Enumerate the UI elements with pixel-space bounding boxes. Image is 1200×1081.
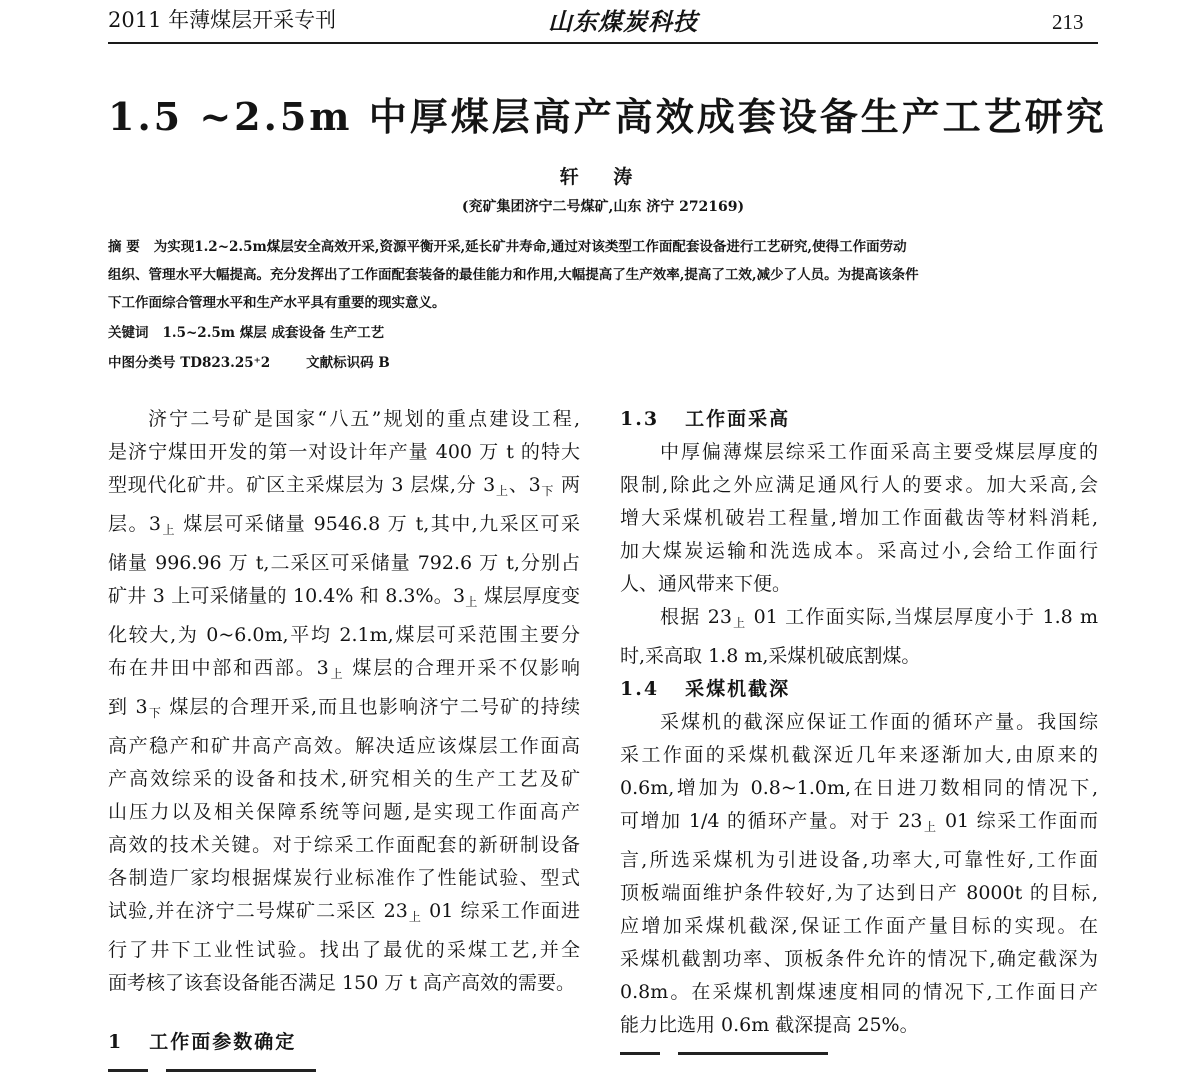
text-line: 中厚偏薄煤层综采工作面采高主要受煤层厚度的 [660,441,1098,463]
keywords [108,320,1098,346]
doc-code-label: 文献标识码 [306,355,374,371]
text-segment: 、3 [508,474,541,496]
text-line: 0.8m。在采煤机割煤速度相同的情况下,工作面日产 [620,981,1098,1003]
text-segment: 型现代化矿井。矿区主采煤层为 3 层煤,分 3 [108,474,496,496]
paragraph-mining-height [620,436,1098,601]
keywords-label: 关键词 [108,325,149,341]
seam-subscript: 上 [407,910,423,924]
journal-name-logo: 山东煤炭科技 [548,7,698,36]
text-line: 能力比选用 0.6m 截深提高 25%。 [620,1014,919,1036]
seam-subscript: 上 [465,595,478,609]
page-number: 213 [1052,10,1084,34]
paragraph-23-01-face [620,601,1098,673]
text-segment: 煤层的合理开采,而且也影响济宁二号矿的持续 [162,696,580,718]
text-line: 限制,除此之外应满足通风行人的要求。加大采高,会 [620,474,1098,496]
text-line: 增大采煤机破岩工程量,增加工作面截齿等材料消耗, [620,507,1098,529]
section-heading-1: 1 工作面参数确定 [108,1031,297,1053]
header-rule [108,42,1098,44]
classification [108,350,1098,376]
text-segment: 可增加 1/4 的循环产量。对于 23 [620,810,923,832]
author: 轩 涛 [559,166,647,188]
text-segment: 煤层的合理开采不仅影响 [344,657,580,679]
seam-subscript: 上 [731,616,747,630]
cut-off-heading [108,1069,580,1081]
text-segment: 01 综采工作面而 [937,810,1098,832]
text-line: 人、通风带来下便。 [620,573,792,595]
text-line [108,895,580,934]
text-line [108,691,580,730]
abstract-line: 摘 要 为实现1.2~2.5m煤层安全高效开采,资源平衡开采,延长矿井寿命,通过对该类型工作面配套设备进行工艺研究,使得工作面劳动 [108,239,907,255]
paragraph-cutting-depth [620,706,1098,1042]
right-column [620,403,1098,1064]
text-line: 各制造厂家均根据煤炭行业标准作了性能试验、型式 [108,867,580,889]
text-line: 高效的技术关键。对于综采工作面配套的新研制设备 [108,834,580,856]
text-line: 时,采高取 1.8 m,采煤机破底割煤。 [620,645,921,667]
abstract-line: 下工作面综合管理水平和生产水平具有重要的现实意义。 [108,295,446,311]
text-segment: 01 综采工作面进 [422,900,580,922]
text-line: 行了井下工业性试验。找出了最优的采煤工艺,并全 [108,939,580,961]
seam-subscript: 上 [328,667,345,681]
text-line: 采煤机截割功率、顶板条件允许的情况下,确定截深为 [620,948,1098,970]
text-line [108,508,580,547]
seam-subscript: 下 [540,484,555,498]
text-line [108,652,580,691]
left-column [108,403,580,1081]
text-line: 加大煤炭运输和洗选成本。采高过小,会给工作面行 [620,540,1098,562]
text-segment: 层。3 [108,513,162,535]
text-line: 0.6m,增加为 0.8~1.0m,在日进刀数相同的情况下, [620,777,1098,799]
text-segment: 煤层厚度变 [477,585,580,607]
seam-subscript: 下 [147,706,163,720]
text-line: 应增加采煤机截深,保证工作面产量目标的实现。在 [620,915,1098,937]
text-segment: 两 [554,474,580,496]
classification-label: 中图分类号 [108,355,176,371]
abstract-line: 组织、管理水平大幅提高。充分发挥出了工作面配套装备的最佳能力和作用,大幅提高了生产效率,提高了工效,减少了人员。为提高该条件 [108,267,919,283]
text-line: 言,所选采煤机为引进设备,功率大,可靠性好,工作面 [620,849,1098,871]
text-line: 储量 996.96 万 t,二采区可采储量 792.6 万 t,分别占 [108,552,580,574]
text-line: 高产稳产和矿井高产高效。解决适应该煤层工作面高 [108,735,580,757]
text-segment: 布在井田中部和西部。3 [108,657,329,679]
affiliation: (兖矿集团济宁二号煤矿,山东 济宁 272169) [461,199,745,215]
text-segment: 煤层可采储量 9546.8 万 t,其中,九采区可采 [175,513,580,535]
abstract-label: 摘 要 [108,239,140,255]
text-line: 济宁二号矿是国家“八五”规划的重点建设工程, [148,408,580,430]
paragraph-intro [108,403,580,1000]
text-segment: 01 工作面实际,当煤层厚度小于 1.8 m [746,606,1098,628]
seam-subscript: 上 [495,484,509,498]
text-line: 采煤机的截深应保证工作面的循环产量。我国综 [660,711,1098,733]
keywords-text: 1.5~2.5m 煤层 成套设备 生产工艺 [162,325,385,341]
text-line: 产高效综采的设备和技术,研究相关的生产工艺及矿 [108,768,580,790]
seam-subscript: 上 [922,820,938,834]
text-segment: 到 3 [108,696,148,718]
classification-code: TD823.25⁺2 [180,355,271,371]
text-line: 采工作面的采煤机截深近几年来逐渐加大,由原来的 [620,744,1098,766]
doc-code: B [378,355,390,371]
text-line [108,580,580,619]
text-line [108,469,580,508]
text-line: 山压力以及相关保障系统等问题,是实现工作面高产 [108,801,580,823]
section-heading-1-4: 1.4 采煤机截深 [620,678,791,700]
cut-off-heading [620,1052,1098,1064]
journal-issue: 2011 年薄煤层开采专刊 [108,8,337,32]
text-line: 是济宁煤田开发的第一对设计年产量 400 万 t 的特大 [108,441,580,463]
text-segment: 矿井 3 上可采储量的 10.4% 和 8.3%。3 [108,585,466,607]
text-segment: 试验,并在济宁二号煤矿二采区 23 [108,900,408,922]
text-line [620,805,1098,844]
text-line: 顶板端面维护条件较好,为了达到日产 8000t 的目标, [620,882,1098,904]
text-line: 化较大,为 0~6.0m,平均 2.1m,煤层可采范围主要分 [108,624,580,646]
section-heading-1-3: 1.3 工作面采高 [620,408,791,430]
text-line [620,601,1098,640]
text-line: 面考核了该套设备能否满足 150 万 t 高产高效的需要。 [108,972,576,994]
seam-subscript: 上 [161,523,176,537]
paper-title: 1.5 ~2.5m 中厚煤层高产高效成套设备生产工艺研究 [108,94,1107,139]
text-segment: 根据 23 [660,606,732,628]
